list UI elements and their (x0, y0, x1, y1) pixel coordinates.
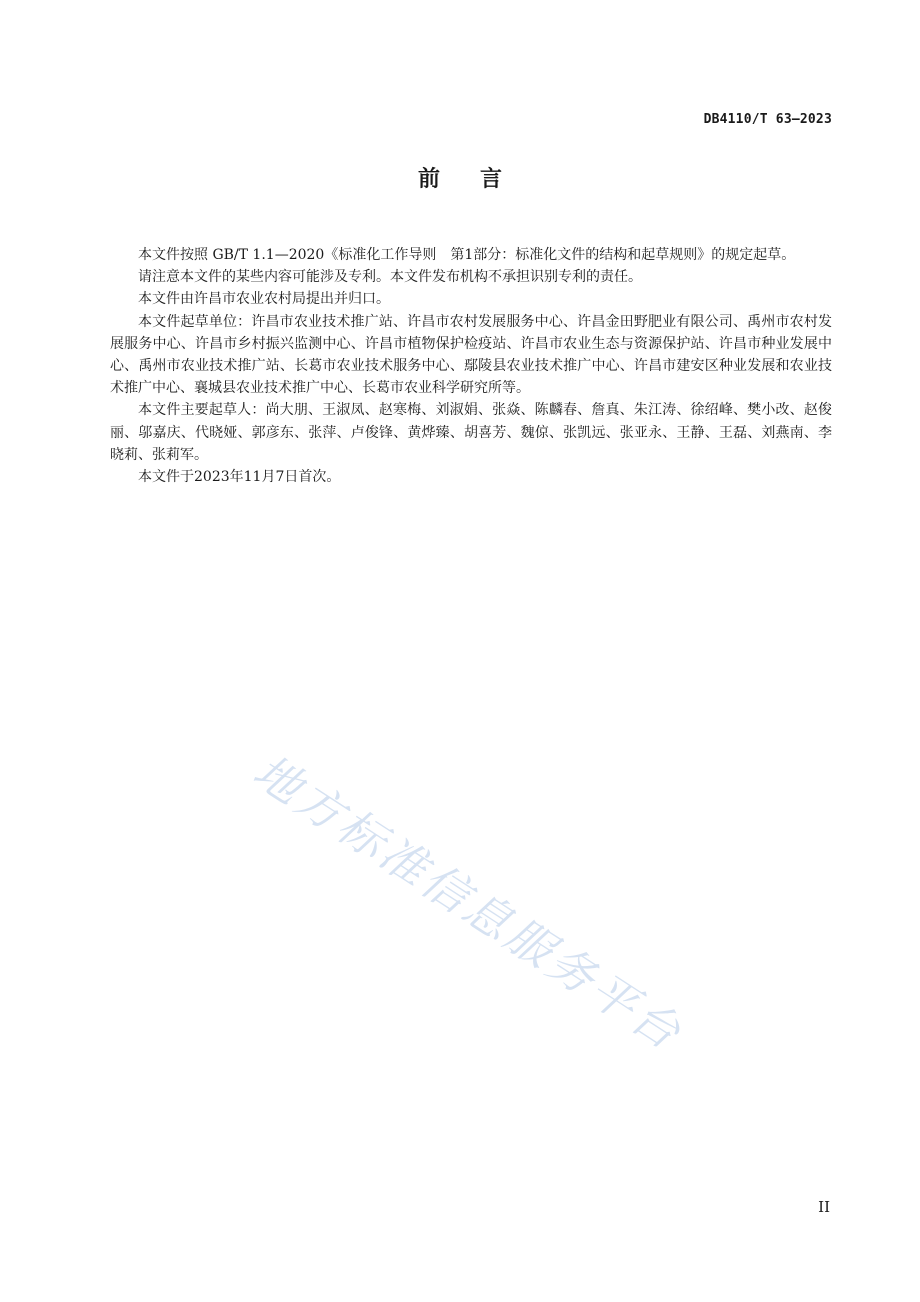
paragraph-proposer: 本文件由许昌市农业农村局提出并归口。 (138, 291, 390, 308)
paragraph-first-issue: 本文件于2023年11月7日首次。 (138, 469, 341, 486)
document-code: DB4110/T 63—2023 (703, 112, 832, 127)
document-body (110, 244, 832, 488)
page-title: 前言 (417, 167, 542, 192)
paragraph-drafting-units: 本文件起草单位：许昌市农业技术推广站、许昌市农村发展服务中心、许昌金田野肥业有限公司、禹州市农村发展服务中心、许昌市乡村振兴监测中心、许昌市植物保护检疫站、许昌市农业生态与资源保护站、许昌市种业发展中心、禹州市农业技术推广站、长葛市农业技术服务中心、鄢陵县农业技术推广中心、许昌市建安区种业发展和农业技术推广中心、襄城县农业技术推广中心、长葛市农业科学研究所等。 (110, 313, 832, 397)
paragraph-patent-notice: 请注意本文件的某些内容可能涉及专利。本文件发布机构不承担识别专利的责任。 (138, 269, 642, 286)
page-number: II (818, 1198, 830, 1216)
paragraph-drafters: 本文件主要起草人：尚大朋、王淑凤、赵寒梅、刘淑娟、张焱、陈麟春、詹真、朱江涛、徐绍峰、樊小改、赵俊丽、邬嘉庆、代晓娅、郭彦东、张萍、卢俊锋、黄烨臻、胡喜芳、魏倞、张凯远、张亚永、王静、王磊、刘燕南、李晓莉、张莉军。 (110, 402, 832, 463)
watermark-text: 地方标准信息服务平台 (243, 743, 693, 1062)
paragraph-drafting-basis: 本文件按照 GB/T 1.1—2020《标准化工作导则 第1部分：标准化文件的结构和起草规则》的规定起草。 (138, 247, 796, 263)
